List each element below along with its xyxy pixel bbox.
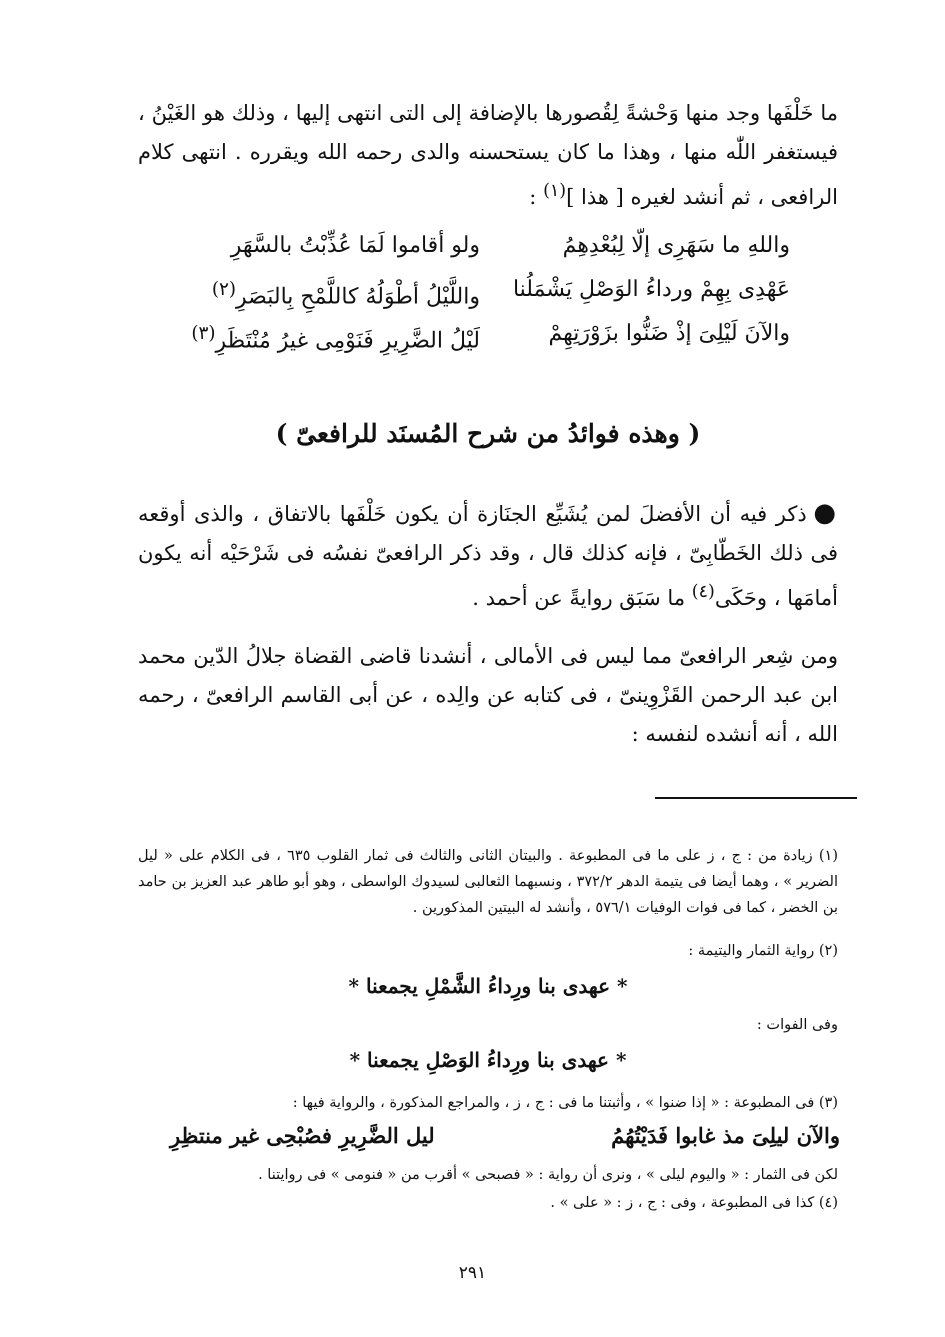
poem-verse [160, 270, 840, 310]
intro-trailing: : [529, 185, 544, 209]
verse-first-hemistich: والآنَ لَيْلِىَ إذْ ضَنُّوا بزَوْرَتِهِمْ [548, 321, 790, 346]
benefit-text-2: ما سَبَق روايةً عن أحمد . [472, 586, 692, 610]
benefit-paragraph [138, 494, 838, 618]
footnote-2-sublabel: وفى الفوات : [756, 1017, 838, 1033]
verse-first-hemistich: عَهْدِى بِهِمْ ورداءُ الوَصْلِ يَشْمَلُنا [512, 277, 790, 302]
footnote-3-verse [170, 1116, 840, 1156]
verse-second-hemistich [180, 226, 480, 266]
footnote-divider [655, 797, 857, 799]
footnote-3-verse-second: ليل الضَّرِيرِ فصُبْحِى غير منتظِرِ [170, 1123, 435, 1148]
section-heading: ( وهذه فوائدُ من شرح المُسنَد للرافعىّ ) [275, 419, 701, 448]
verse-second-text: واللَّيْلُ أطْوَلُهُ كاللَّمْحِ بِالبَصَرِ [236, 284, 480, 310]
footnote-ref-2: (٢) [211, 279, 237, 300]
footnote-2-verse-2: * عهدى بنا ورِداءُ الوَصْلِ يجمعنا * [349, 1048, 627, 1072]
bullet-icon: ● [813, 498, 839, 528]
footnote-ref-3: (٣) [191, 323, 216, 344]
intro-text: ما خَلْفَها وجد منها وَحْشةً لِقُصورها بالإضافة إلى التى انتهى إليها ، وذلك هو الغَيْنُ ، فيستغفر اللّٰه منها ، وهذا ما كان يستحسنه والدى رحمه الله ويقرره . انتهى كلام الرافعى ، ثم أنشد لغيره [ هذا ] [138, 101, 838, 209]
benefit-text-1: ذكر فيه أن الأفضلَ لمن يُشَيِّع الجنَازة أن يكون خَلْفَها بالاتفاق ، والذى أوقعه فى ذلك الخَطّابِىّ ، فإنه كذلك قال ، وقد ذكر الرافعىّ نفسُه فى شَرْحَيْه أنه يكون أمامَها ، وحَكَى [138, 502, 838, 610]
footnote-3-continuation: لكن فى الثمار : « واليوم ليلى » ، ونرى أن رواية : « فصبحى » أقرب من « فنومى » فى روايتنا . [258, 1167, 838, 1183]
footnote-ref-1: (١) [543, 181, 567, 201]
footnote-ref-4: (٤) [691, 582, 715, 602]
footnote-1: (١) زيادة من : ج ، ز على ما فى المطبوعة . والبيتان الثانى والثالث فى ثمار القلوب ٦٣٥ ، فى الكلام على « ليل الضرير » ، وهما أيضا فى يتيمة الدهر ٣٧٢/٢ ، ونسبهما الثعالبى لسيدوك الواسطى ، وهو أبو طاهر عبد العزيز بن حامد بن الخضر ، كما فى فوات الوفيات ٥٧٦/١ ، وأنشد له البيتين المذكورين . [138, 848, 838, 916]
verse-second-hemistich [180, 270, 480, 317]
poetry-paragraph: ومن شِعر الرافعىّ مما ليس فى الأمالى ، أنشدنا قاضى القضاة جلالُ الدّين محمد ابن عبد الرحمن القَزْوِينىّ ، فى كتابه عن والِده ، عن أبى القاسم الرافعىّ ، رحمه الله ، أنه أنشده لنفسه : [138, 644, 838, 746]
footnote-3-verse-first: والآن ليلِىَ مذ غابوا فَدَيْتُهُمُ [611, 1123, 840, 1148]
poem-verse [160, 314, 840, 354]
verse-second-hemistich [180, 314, 480, 361]
poem-verse [160, 226, 840, 266]
footnote-4: (٤) كذا فى المطبوعة ، وفى : ج ، ز : « على » . [550, 1195, 838, 1211]
verse-second-text: ولو أقاموا لَمَا عُذِّبْتُ بالسَّهَرِ [230, 233, 480, 258]
intro-paragraph [138, 94, 838, 217]
footnote-2-label: (٢) رواية الثمار واليتيمة : [688, 943, 838, 959]
verse-first-hemistich: واللهِ ما سَهَرِى إلّا لِبُعْدِهِمُ [562, 233, 790, 258]
verse-second-text: لَيْلُ الضَّرِيرِ فَنَوْمِى غيرُ مُنْتَظَرِ [215, 328, 480, 354]
page-number: ٢٩١ [458, 1263, 487, 1283]
footnote-2-verse-1: * عهدى بنا ورِداءُ الشَّمْلِ يجمعنا * [348, 974, 628, 998]
footnote-3: (٣) فى المطبوعة : « إذا ضنوا » ، وأثبتنا ما فى : ج ، ز ، والمراجع المذكورة ، والرواية فيها : [292, 1095, 838, 1111]
